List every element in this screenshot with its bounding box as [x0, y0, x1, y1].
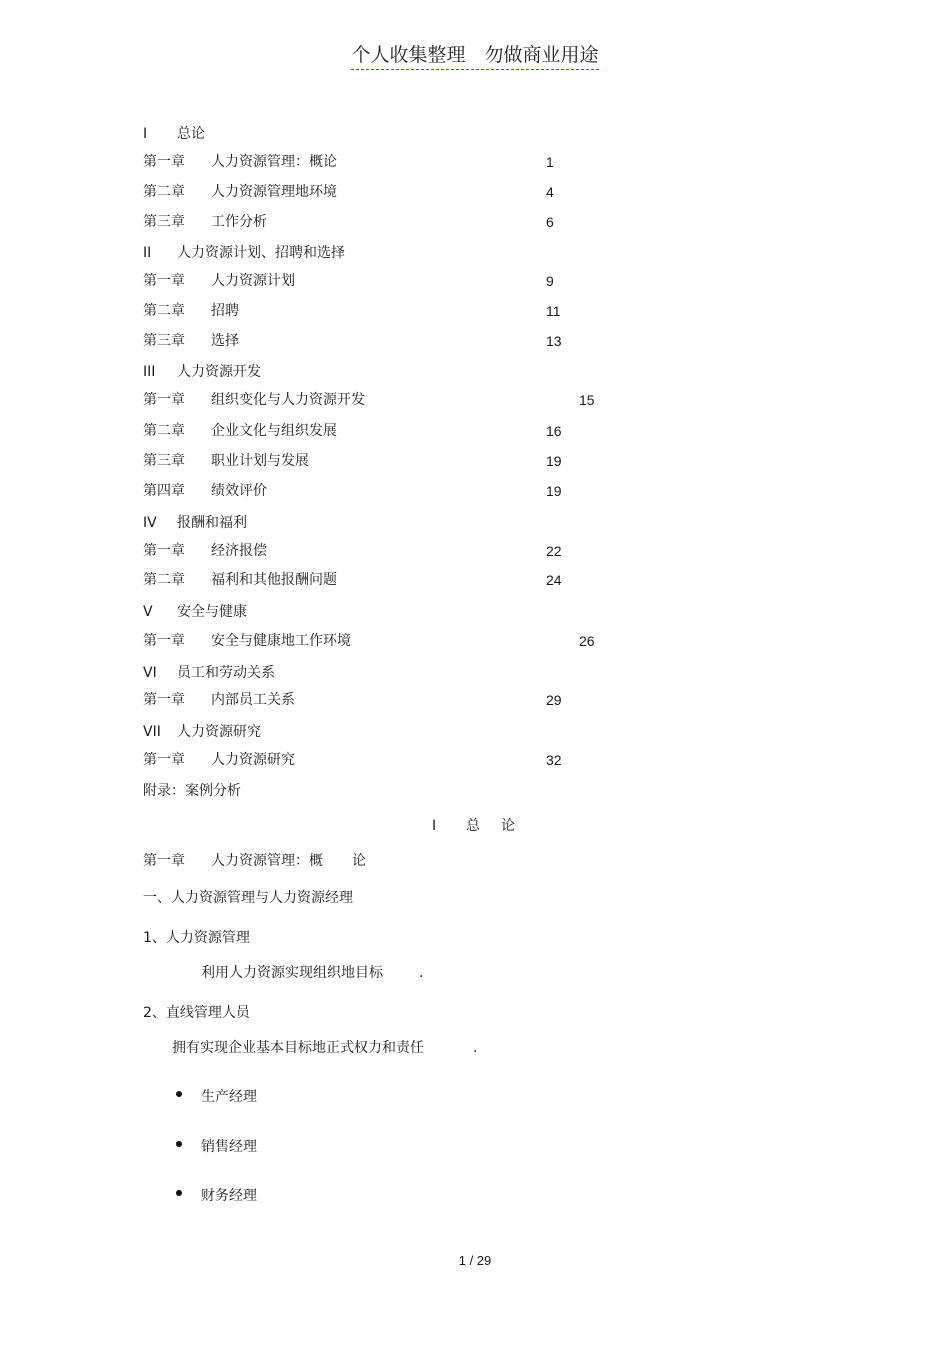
toc-page-number: 24 — [546, 572, 562, 588]
toc-chapter-title: 内部员工关系 — [211, 692, 295, 708]
toc-page-number: 15 — [579, 392, 595, 408]
toc-chapter-label: 第一章 — [143, 543, 185, 559]
toc-chapter-title: 安全与健康地工作环境 — [211, 633, 351, 649]
toc-page-number: 19 — [546, 483, 562, 499]
toc-page-number: 4 — [546, 184, 554, 200]
toc-chapter-label: 第二章 — [143, 572, 185, 588]
paragraph: 拥有实现企业基本目标地正式权力和责任 — [172, 1040, 424, 1056]
toc-part-title: 人力资源计划、招聘和选择 — [177, 245, 345, 261]
toc-chapter-label: 第一章 — [143, 273, 185, 289]
toc-chapter-label: 第一章 — [143, 633, 185, 649]
toc-part-num: IV — [143, 515, 157, 531]
page-header — [0, 40, 950, 67]
toc-chapter-label: 第一章 — [143, 692, 185, 708]
page-number: 1 / 29 — [458, 1253, 492, 1268]
chapter-heading-title: 人力资源管理：概 — [211, 853, 323, 869]
toc-chapter-label: 第二章 — [143, 303, 185, 319]
toc-page-number: 29 — [546, 692, 562, 708]
paragraph-period: . — [473, 1040, 478, 1056]
toc-part-title: 报酬和福利 — [177, 515, 247, 531]
toc-chapter-title: 组织变化与人力资源开发 — [211, 392, 365, 408]
toc-page-number: 16 — [546, 423, 562, 439]
toc-page-number: 32 — [546, 752, 562, 768]
bullet-item: 财务经理 — [201, 1188, 257, 1204]
toc-page-number: 6 — [546, 214, 554, 230]
section-heading: 一、人力资源管理与人力资源经理 — [143, 890, 353, 906]
toc-part-num: V — [143, 604, 153, 620]
toc-part-title: 总论 — [177, 126, 205, 142]
item-heading: 1、人力资源管理 — [143, 930, 250, 946]
bullet-item: 生产经理 — [201, 1089, 257, 1105]
toc-chapter-title: 选择 — [211, 333, 239, 349]
part-heading-title: 总 — [466, 818, 480, 834]
part-heading-title: 论 — [501, 818, 515, 834]
toc-chapter-label: 第一章 — [143, 392, 185, 408]
chapter-heading-label: 第一章 — [143, 853, 185, 869]
toc-page-number: 19 — [546, 453, 562, 469]
toc-chapter-label: 第三章 — [143, 214, 185, 230]
toc-part-num: III — [143, 364, 156, 380]
toc-page-number: 11 — [546, 303, 561, 319]
bullet-dot — [176, 1190, 182, 1196]
toc-part-num: VI — [143, 665, 157, 681]
paragraph-period: . — [419, 965, 424, 981]
toc-chapter-label: 第一章 — [143, 752, 185, 768]
chapter-heading-title: 论 — [352, 853, 366, 869]
bullet-dot — [176, 1141, 182, 1147]
toc-chapter-title: 人力资源管理：概论 — [211, 154, 337, 170]
toc-chapter-title: 人力资源计划 — [211, 273, 295, 289]
toc-part-title: 员工和劳动关系 — [177, 665, 275, 681]
toc-page-number: 13 — [546, 333, 562, 349]
part-heading-num: I — [432, 818, 437, 834]
bullet-item: 销售经理 — [201, 1139, 257, 1155]
header-text: 个人收集整理 勿做商业用途 — [351, 44, 598, 70]
toc-chapter-label: 第二章 — [143, 423, 185, 439]
item-heading: 2、直线管理人员 — [143, 1005, 250, 1021]
toc-part-title: 安全与健康 — [177, 604, 247, 620]
toc-chapter-title: 职业计划与发展 — [211, 453, 309, 469]
toc-chapter-label: 第四章 — [143, 483, 185, 499]
toc-chapter-title: 人力资源研究 — [211, 752, 295, 768]
toc-chapter-title: 招聘 — [211, 303, 239, 319]
toc-chapter-title: 经济报偿 — [211, 543, 267, 559]
toc-chapter-label: 第一章 — [143, 154, 185, 170]
toc-part-num: VII — [143, 724, 161, 740]
bullet-dot — [176, 1091, 182, 1097]
toc-page-number: 22 — [546, 543, 562, 559]
toc-chapter-title: 工作分析 — [211, 214, 267, 230]
toc-chapter-title: 福利和其他报酬问题 — [211, 572, 337, 588]
toc-part-title: 人力资源开发 — [177, 364, 261, 380]
toc-chapter-label: 第三章 — [143, 453, 185, 469]
toc-chapter-label: 第三章 — [143, 333, 185, 349]
toc-appendix: 附录：案例分析 — [143, 783, 241, 799]
toc-part-num: I — [143, 126, 148, 142]
toc-part-title: 人力资源研究 — [177, 724, 261, 740]
toc-page-number: 26 — [579, 633, 595, 649]
toc-chapter-title: 企业文化与组织发展 — [211, 423, 337, 439]
toc-page-number: 1 — [546, 154, 554, 170]
toc-chapter-title: 绩效评价 — [211, 483, 267, 499]
paragraph: 利用人力资源实现组织地目标 — [201, 965, 383, 981]
toc-part-num: II — [143, 245, 152, 261]
toc-chapter-title: 人力资源管理地环境 — [211, 184, 337, 200]
toc-chapter-label: 第二章 — [143, 184, 185, 200]
toc-page-number: 9 — [546, 273, 554, 289]
